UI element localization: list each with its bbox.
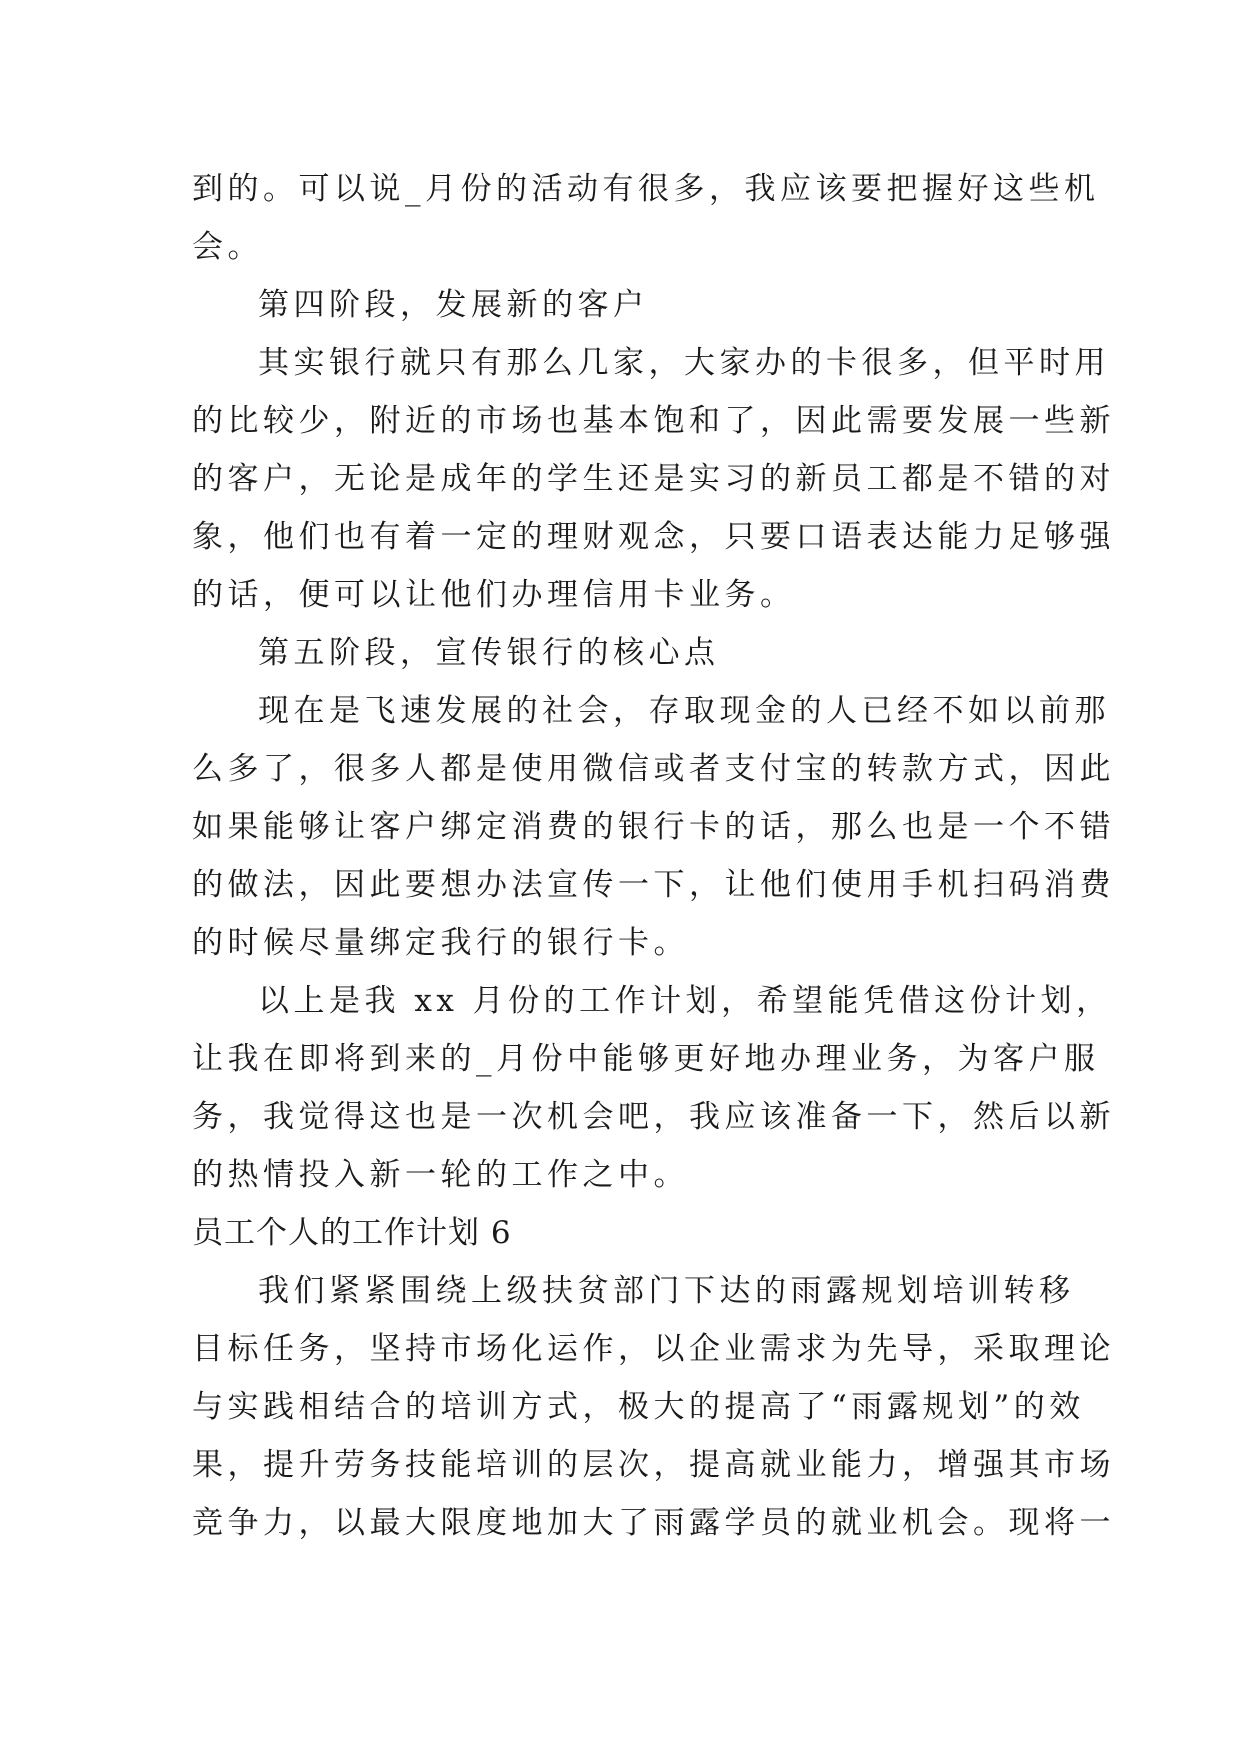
- text-line: 第五阶段，宣传银行的核心点: [258, 635, 720, 671]
- text-line: 的时候尽量绑定我行的银行卡。: [192, 925, 689, 961]
- text-line: 的做法，因此要想办法宣传一下，让他们使用手机扫码消费: [192, 867, 1115, 903]
- text-line: 目标任务，坚持市场化运作，以企业需求为先导，采取理论: [192, 1331, 1115, 1367]
- text-line: 务，我觉得这也是一次机会吧，我应该准备一下，然后以新: [192, 1099, 1115, 1135]
- text-line: 的话，便可以让他们办理信用卡业务。: [192, 577, 796, 613]
- text-line: 如果能够让客户绑定消费的银行卡的话，那么也是一个不错: [192, 809, 1115, 845]
- text-line: 果，提升劳务技能培训的层次，提高就业能力，增强其市场: [192, 1447, 1115, 1483]
- text-line: 现在是飞速发展的社会，存取现金的人已经不如以前那: [258, 693, 1110, 729]
- text-line: 以上是我 xx 月份的工作计划，希望能凭借这份计划，: [258, 983, 1112, 1019]
- text-line: 让我在即将到来的_月份中能够更好地办理业务，为客户服: [192, 1041, 1100, 1077]
- text-line: 与实践相结合的培训方式，极大的提高了“雨露规划”的效: [192, 1389, 1085, 1425]
- text-line: 我们紧紧围绕上级扶贫部门下达的雨露规划培训转移: [258, 1273, 1075, 1309]
- text-line: 么多了，很多人都是使用微信或者支付宝的转款方式，因此: [192, 751, 1115, 787]
- text-line: 象，他们也有着一定的理财观念，只要口语表达能力足够强: [192, 519, 1115, 555]
- text-line: 的比较少，附近的市场也基本饱和了，因此需要发展一些新: [192, 403, 1115, 439]
- text-line: 第四阶段，发展新的客户: [258, 287, 649, 323]
- text-line: 到的。可以说_月份的活动有很多，我应该要把握好这些机: [192, 171, 1100, 207]
- text-line: 的客户，无论是成年的学生还是实习的新员工都是不错的对: [192, 461, 1115, 497]
- document-body: [192, 160, 1115, 1552]
- text-line: 其实银行就只有那么几家，大家办的卡很多，但平时用: [258, 345, 1110, 381]
- text-line: 竞争力，以最大限度地加大了雨露学员的就业机会。现将一: [192, 1505, 1115, 1541]
- section-heading: 员工个人的工作计划 6: [192, 1215, 512, 1251]
- text-line: 会。: [192, 229, 263, 265]
- text-line: 的热情投入新一轮的工作之中。: [192, 1157, 689, 1193]
